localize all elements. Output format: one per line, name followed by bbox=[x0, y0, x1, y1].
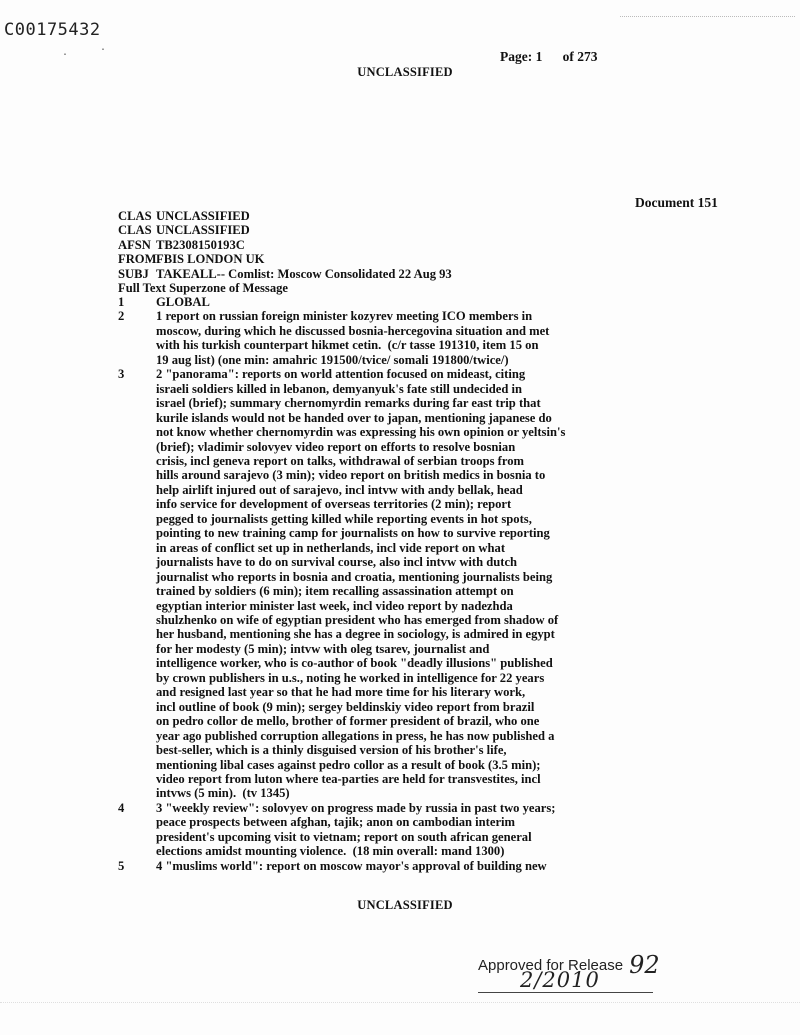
page-label: Page: 1 bbox=[500, 49, 543, 64]
list-item bbox=[118, 309, 728, 367]
metadata-value: UNCLASSIFIED bbox=[156, 209, 250, 223]
item-text: GLOBAL bbox=[156, 295, 210, 309]
message-metadata bbox=[118, 209, 452, 295]
item-number: 1 bbox=[118, 295, 125, 309]
metadata-value: UNCLASSIFIED bbox=[156, 223, 250, 238]
metadata-row bbox=[118, 252, 452, 266]
release-date: 2/2010 bbox=[520, 968, 600, 992]
scan-speck: · bbox=[62, 50, 69, 61]
release-page-count: 92 bbox=[629, 951, 660, 979]
item-text: 4 "muslims world": report on moscow mayor's approval of building new bbox=[156, 858, 547, 873]
message-items bbox=[118, 295, 728, 873]
metadata-key: SUBJ bbox=[118, 266, 149, 281]
metadata-key: FROM bbox=[118, 252, 157, 267]
item-number: 2 bbox=[118, 309, 125, 324]
metadata-row bbox=[118, 238, 452, 252]
page-total: of 273 bbox=[562, 49, 598, 64]
metadata-row bbox=[118, 209, 452, 223]
metadata-value: FBIS LONDON UK bbox=[156, 252, 265, 267]
item-number: 3 bbox=[118, 367, 125, 382]
metadata-value: TAKEALL-- Comlist: Moscow Consolidated 22 Aug 93 bbox=[156, 266, 452, 281]
release-underline bbox=[478, 992, 653, 993]
scan-dotted-line bbox=[620, 16, 795, 17]
list-item bbox=[118, 367, 728, 801]
document-number: Document 151 bbox=[635, 195, 718, 210]
metadata-key: CLAS bbox=[118, 223, 152, 238]
document-control-id: C00175432 bbox=[4, 20, 101, 40]
metadata-value: TB2308150193C bbox=[156, 237, 245, 252]
list-item bbox=[118, 859, 728, 873]
metadata-key: AFSN bbox=[118, 237, 151, 252]
list-item bbox=[118, 295, 728, 309]
metadata-row bbox=[118, 267, 452, 281]
scan-bottom-noise bbox=[0, 1002, 800, 1011]
page-indicator bbox=[500, 49, 597, 65]
release-stamp-text: Approved for Release bbox=[478, 957, 624, 974]
item-text: 2 "panorama": reports on world attention focused on mideast, citing israeli soldiers killed in lebanon, demyanyuk's fate still undecided in israel (brief); summary chernomyrdin remarks during far east trip that kurile islands would not be handed over to japan, mentioning japanese do not know whether chernomyrdin was expressing his own opinion or yeltsin's (brief); vladimir solovyev video report on efforts to resolve bosnian crisis, incl geneva report on talks, withdrawal of serbian troops from hills around sarajevo (3 min); video report on british medics in bosnia to help airlift injured out of sarajevo, incl intvw with andy bellak, head info service for development of overseas territories (2 min); report pegged to journalists getting killed while reporting events in hot spots, pointing to new training camp for journalists on how to survive reporting in areas of conflict set up in netherlands, incl vide report on what journalists have to do on survival course, also incl intvw with dutch journalist who reports in bosnia and croatia, mentioning journalists being trained by soldiers (6 min); item recalling assassination attempt on egyptian interior minister last week, incl video report by nadezhda shulzhenko on wife of egyptian president who has emerged from shadow of her husband, mentioning she has a degree in sociology, is admired in egypt for her modesty (5 min); intvw with oleg tsarev, journalist and intelligence worker, who is co-author of book "deadly illusions" published by crown publishers in u.s., noting he worked in intelligence for 22 years and resigned last year so that he had more time for his literary work, incl outline of book (9 min); sergey beldinskiy video report from brazil on pedro collor de mello, brother of former president of brazil, who one year ago published corruption allegations in press, he has now published a best-seller, which is a thinly disguised version of his brother's life, mentioning libal cases against pedro collor as a result of book (3.5 min); video report from luton where tea-parties are held for transvestites, incl intvws (5 min). (tv 1345) bbox=[156, 367, 566, 801]
item-number: 4 bbox=[118, 800, 125, 815]
classification-footer: UNCLASSIFIED bbox=[357, 898, 453, 912]
classification-header: UNCLASSIFIED bbox=[357, 65, 453, 79]
metadata-row bbox=[118, 281, 452, 295]
list-item bbox=[118, 801, 728, 859]
item-text: 1 report on russian foreign minister kozyrev meeting ICO members in moscow, during which he discussed bosnia-hercegovina situation and met with his turkish counterpart hikmet cetin. (c/r tasse 191310, item 15 on 19 aug list) (one min: amahric 191500/tvice/ somali 191800/twice/) bbox=[156, 309, 550, 367]
item-text: 3 "weekly review": solovyev on progress made by russia in past two years; peace prospects between afghan, tajik; anon on cambodian interim president's upcoming visit to vietnam; report on south african general elections amidst mounting violence. (18 min overall: mand 1300) bbox=[156, 800, 556, 859]
scan-speck: · bbox=[100, 45, 107, 56]
item-number: 5 bbox=[118, 858, 125, 873]
metadata-key: CLAS bbox=[118, 209, 152, 223]
metadata-key: Full Text Superzone of Message bbox=[118, 281, 289, 296]
metadata-row bbox=[118, 223, 452, 237]
